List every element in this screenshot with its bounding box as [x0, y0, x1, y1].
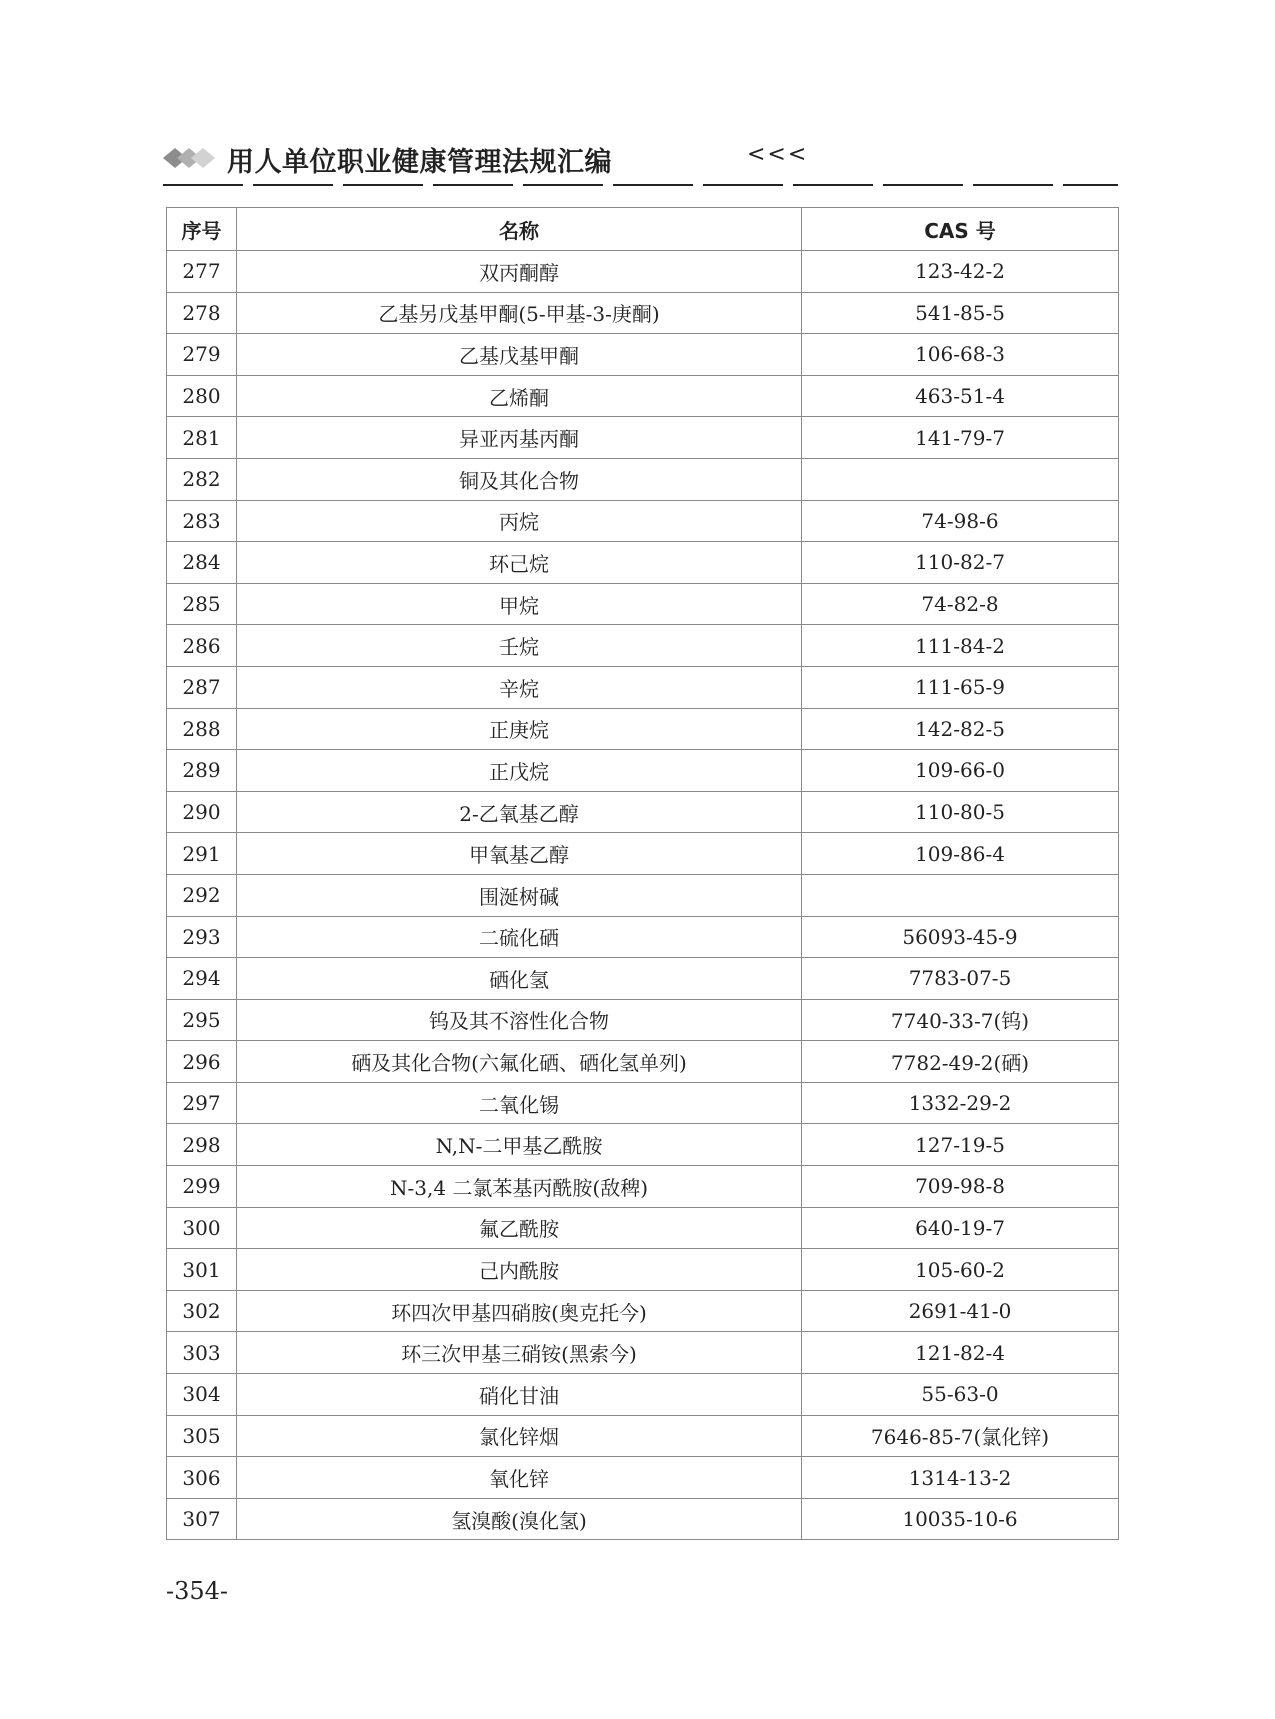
- table-row: [167, 874, 1119, 916]
- substance-name: 氟乙酰胺: [237, 1207, 802, 1249]
- cas-number: 2691-41-0: [802, 1290, 1119, 1332]
- cas-number: 127-19-5: [802, 1124, 1119, 1166]
- substance-name: 围涎树碱: [237, 874, 802, 916]
- row-number: 303: [167, 1332, 237, 1374]
- substance-name: N-3,4 二氯苯基丙酰胺(敌稗): [237, 1166, 802, 1208]
- column-header-name: 名称: [237, 208, 802, 251]
- row-number: 282: [167, 458, 237, 500]
- cas-number: 55-63-0: [802, 1374, 1119, 1416]
- row-number: 284: [167, 542, 237, 584]
- row-number: 306: [167, 1457, 237, 1499]
- row-number: 299: [167, 1166, 237, 1208]
- table-row: [167, 334, 1119, 376]
- row-number: 304: [167, 1374, 237, 1416]
- substance-name: 乙基另戊基甲酮(5-甲基-3-庚酮): [237, 292, 802, 334]
- row-number: 281: [167, 417, 237, 459]
- cas-number: 709-98-8: [802, 1166, 1119, 1208]
- table-row: [167, 625, 1119, 667]
- row-number: 291: [167, 833, 237, 875]
- cas-number: 1314-13-2: [802, 1457, 1119, 1499]
- substance-name: 甲烷: [237, 583, 802, 625]
- substance-name: 壬烷: [237, 625, 802, 667]
- table-row: [167, 666, 1119, 708]
- cas-number: 74-98-6: [802, 500, 1119, 542]
- row-number: 286: [167, 625, 237, 667]
- cas-number: 121-82-4: [802, 1332, 1119, 1374]
- table-row: [167, 417, 1119, 459]
- row-number: 292: [167, 874, 237, 916]
- cas-number: 123-42-2: [802, 251, 1119, 293]
- substance-name: 二氧化锡: [237, 1082, 802, 1124]
- substance-name: 环己烷: [237, 542, 802, 584]
- row-number: 289: [167, 750, 237, 792]
- table-row: [167, 1290, 1119, 1332]
- substance-name: 硒化氢: [237, 958, 802, 1000]
- diamond-logo-icon: [163, 146, 221, 170]
- row-number: 277: [167, 251, 237, 293]
- cas-number: 1332-29-2: [802, 1082, 1119, 1124]
- cas-number: 111-84-2: [802, 625, 1119, 667]
- cas-number: 7646-85-7(氯化锌): [802, 1415, 1119, 1457]
- row-number: 300: [167, 1207, 237, 1249]
- table-row: [167, 1457, 1119, 1499]
- table-header-row: [167, 208, 1119, 251]
- substance-name: 辛烷: [237, 666, 802, 708]
- substance-name: 双丙酮醇: [237, 251, 802, 293]
- header-arrows: <<<: [747, 142, 809, 167]
- row-number: 307: [167, 1498, 237, 1540]
- table-row: [167, 458, 1119, 500]
- page-number: -354-: [166, 1577, 229, 1605]
- table-row: [167, 1374, 1119, 1416]
- row-number: 301: [167, 1249, 237, 1291]
- table-row: [167, 292, 1119, 334]
- substance-name: 硒及其化合物(六氟化硒、硒化氢单列): [237, 1041, 802, 1083]
- cas-number: [802, 874, 1119, 916]
- table-row: [167, 1332, 1119, 1374]
- cas-number: [802, 458, 1119, 500]
- substance-name: 环三次甲基三硝铵(黑索今): [237, 1332, 802, 1374]
- table-row: [167, 583, 1119, 625]
- row-number: 278: [167, 292, 237, 334]
- table-row: [167, 833, 1119, 875]
- cas-number: 110-82-7: [802, 542, 1119, 584]
- cas-number: 7740-33-7(钨): [802, 999, 1119, 1041]
- substance-name: 氢溴酸(溴化氢): [237, 1498, 802, 1540]
- cas-number: 105-60-2: [802, 1249, 1119, 1291]
- table-row: [167, 750, 1119, 792]
- row-number: 283: [167, 500, 237, 542]
- cas-number: 141-79-7: [802, 417, 1119, 459]
- table-row: [167, 1249, 1119, 1291]
- substance-name: 铜及其化合物: [237, 458, 802, 500]
- table-row: [167, 251, 1119, 293]
- cas-number: 111-65-9: [802, 666, 1119, 708]
- table-row: [167, 916, 1119, 958]
- row-number: 285: [167, 583, 237, 625]
- substance-name: 硝化甘油: [237, 1374, 802, 1416]
- table-row: [167, 1415, 1119, 1457]
- header-title: 用人单位职业健康管理法规汇编: [227, 147, 612, 178]
- substance-name: 乙基戊基甲酮: [237, 334, 802, 376]
- header-dashed-rule: [163, 184, 1118, 187]
- row-number: 280: [167, 375, 237, 417]
- table-row: [167, 1082, 1119, 1124]
- column-header-number: 序号: [167, 208, 237, 251]
- cas-number: 7782-49-2(硒): [802, 1041, 1119, 1083]
- row-number: 295: [167, 999, 237, 1041]
- table-row: [167, 1041, 1119, 1083]
- cas-number: 109-66-0: [802, 750, 1119, 792]
- table-row: [167, 1498, 1119, 1540]
- table-row: [167, 1207, 1119, 1249]
- cas-number: 640-19-7: [802, 1207, 1119, 1249]
- substance-name: 乙烯酮: [237, 375, 802, 417]
- row-number: 297: [167, 1082, 237, 1124]
- table-row: [167, 500, 1119, 542]
- table-row: [167, 958, 1119, 1000]
- row-number: 287: [167, 666, 237, 708]
- substance-name: 正戊烷: [237, 750, 802, 792]
- cas-number: 109-86-4: [802, 833, 1119, 875]
- substance-name: 丙烷: [237, 500, 802, 542]
- substance-name: 环四次甲基四硝胺(奥克托今): [237, 1290, 802, 1332]
- substance-name: 氧化锌: [237, 1457, 802, 1499]
- row-number: 302: [167, 1290, 237, 1332]
- substance-name: 钨及其不溶性化合物: [237, 999, 802, 1041]
- running-header: [163, 140, 1118, 180]
- cas-number: 10035-10-6: [802, 1498, 1119, 1540]
- substance-name: 异亚丙基丙酮: [237, 417, 802, 459]
- row-number: 305: [167, 1415, 237, 1457]
- row-number: 293: [167, 916, 237, 958]
- row-number: 296: [167, 1041, 237, 1083]
- row-number: 290: [167, 791, 237, 833]
- column-header-cas: CAS 号: [802, 208, 1119, 251]
- table-row: [167, 708, 1119, 750]
- cas-number: 7783-07-5: [802, 958, 1119, 1000]
- cas-number: 463-51-4: [802, 375, 1119, 417]
- table-row: [167, 1166, 1119, 1208]
- substance-name: 甲氧基乙醇: [237, 833, 802, 875]
- substance-name: 正庚烷: [237, 708, 802, 750]
- table-row: [167, 999, 1119, 1041]
- cas-number: 541-85-5: [802, 292, 1119, 334]
- cas-number: 56093-45-9: [802, 916, 1119, 958]
- table-body: [167, 251, 1119, 1540]
- substance-name: 二硫化硒: [237, 916, 802, 958]
- cas-number: 106-68-3: [802, 334, 1119, 376]
- table-row: [167, 1124, 1119, 1166]
- table-row: [167, 542, 1119, 584]
- row-number: 294: [167, 958, 237, 1000]
- substance-name: 2-乙氧基乙醇: [237, 791, 802, 833]
- chemical-table: [166, 207, 1119, 1540]
- substance-name: 氯化锌烟: [237, 1415, 802, 1457]
- table-row: [167, 375, 1119, 417]
- cas-number: 74-82-8: [802, 583, 1119, 625]
- row-number: 279: [167, 334, 237, 376]
- substance-name: N,N-二甲基乙酰胺: [237, 1124, 802, 1166]
- cas-number: 142-82-5: [802, 708, 1119, 750]
- cas-number: 110-80-5: [802, 791, 1119, 833]
- substance-name: 己内酰胺: [237, 1249, 802, 1291]
- row-number: 298: [167, 1124, 237, 1166]
- row-number: 288: [167, 708, 237, 750]
- table-row: [167, 791, 1119, 833]
